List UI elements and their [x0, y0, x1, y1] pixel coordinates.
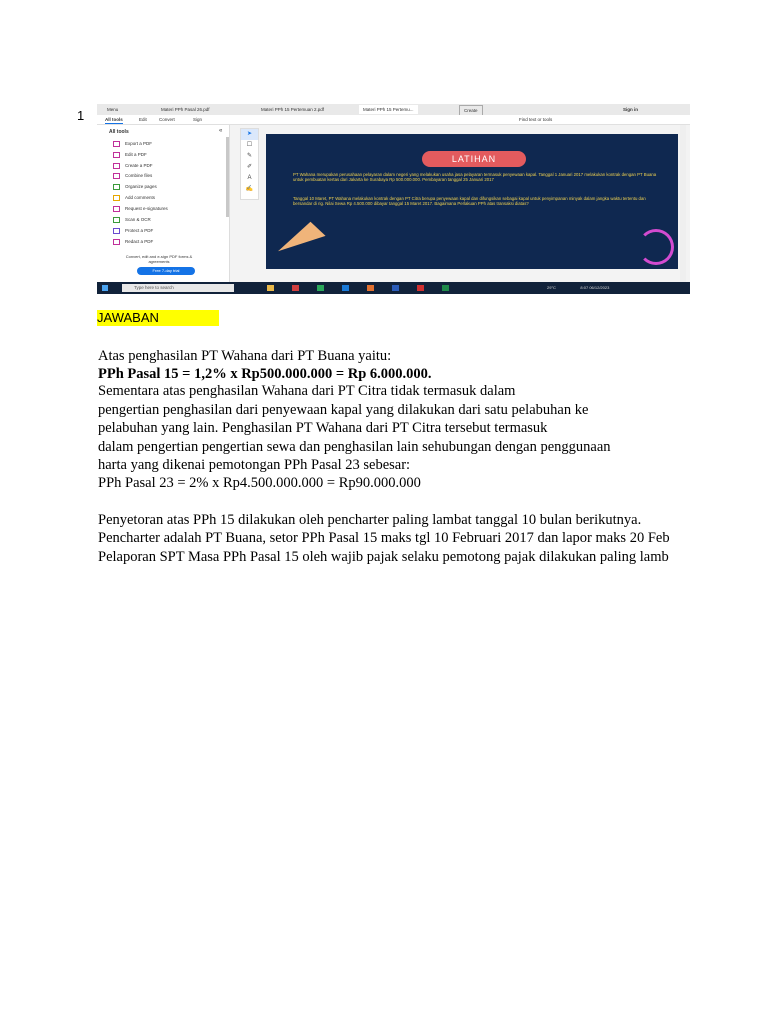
organize-icon	[113, 184, 120, 190]
quick-tools-strip	[240, 128, 259, 200]
sign-icon[interactable]: ✍	[245, 186, 254, 192]
free-trial-button[interactable]: Free 7-day trial	[137, 267, 195, 275]
tool-scan-ocr[interactable]: Scan & OCR	[113, 216, 151, 223]
tool-organize-pages[interactable]: Organize pages	[113, 183, 157, 190]
file-explorer-icon[interactable]	[267, 285, 274, 291]
text-line: Sementara atas penghasilan Wahana dari PT Citra tidak termasuk dalam	[98, 383, 516, 399]
menu-sign[interactable]: Sign	[193, 117, 203, 122]
text-line: dalam pengertian pengertian sewa dan penghasilan lain sehubungan dengan penggunaan	[98, 439, 611, 455]
tab-create[interactable]: Create	[459, 105, 483, 116]
excel-icon[interactable]	[442, 285, 449, 291]
text-line: Penyetoran atas PPh 15 dilakukan oleh pencharter paling lambat tanggal 10 bulan berikutnya.	[98, 512, 642, 528]
slide-paragraph-1: PT Wahana merupakan perusahaan pelayaran dalam negeri yang melakukan usaha jasa pelayaran termasuk penyewaan kapal. Tanggal 1 Januari 2017 melakukan kontrak dengan PT Buana untuk pembuatan kertas dari Jakarta ke Surabaya Rp 500.000.000. Pembayaran tanggal 25 Januari 2017	[293, 172, 657, 182]
comment-tool-icon[interactable]: ☐	[246, 142, 253, 148]
pph23-formula: PPh Pasal 23 = 2% x Rp4.500.000.000 = Rp90.000.000	[98, 475, 421, 491]
slide-title: LATIHAN	[422, 151, 526, 167]
cursor-icon[interactable]: ➤	[241, 129, 258, 140]
windows-taskbar	[97, 282, 690, 294]
system-tray: 29°C 8:07 06/12/2023	[547, 285, 610, 290]
tab-pdf-1[interactable]: Materi PPh Pasal 26.pdf	[161, 107, 210, 112]
text-line: pengertian penghasilan dari penyewaan kapal yang dilakukan dari satu pelabuhan ke	[98, 402, 589, 418]
promo-text: Convert, edit and e-sign PDF forms & agreements	[125, 254, 193, 264]
menu-bar	[97, 115, 690, 125]
document-scrollbar[interactable]	[680, 125, 686, 282]
text-line: Atas penghasilan PT Wahana dari PT Buana yaitu:	[98, 348, 392, 364]
sign-in-button[interactable]: Sign in	[623, 107, 638, 112]
tool-redact-pdf[interactable]: Redact a PDF	[113, 238, 153, 245]
combine-icon	[113, 173, 120, 179]
signature-icon	[113, 206, 120, 212]
taskbar-search[interactable]: Type here to search	[122, 284, 234, 292]
pen-icon[interactable]: ✎	[246, 153, 253, 159]
menu-convert[interactable]: Convert	[159, 117, 175, 122]
tools-panel-title: All tools	[109, 129, 129, 135]
windows-start-icon[interactable]	[102, 285, 108, 291]
export-icon	[113, 141, 120, 147]
redact-icon	[113, 239, 120, 245]
tool-export-pdf[interactable]: Export a PDF	[113, 140, 152, 147]
latihan-slide	[266, 134, 678, 269]
edit-icon	[113, 152, 120, 158]
text-line: pelabuhan yang lain. Penghasilan PT Wahana dari PT Citra tersebut termasuk	[98, 420, 548, 436]
app-icon[interactable]	[292, 285, 299, 291]
firefox-icon[interactable]	[367, 285, 374, 291]
tool-combine-files[interactable]: Combine files	[113, 172, 152, 179]
menu-all-tools[interactable]: All tools	[105, 117, 123, 122]
text-line: Pencharter adalah PT Buana, setor PPh Pasal 15 maks tgl 10 Februari 2017 dan lapor maks 20 Feb	[98, 530, 670, 546]
mail-icon[interactable]	[342, 285, 349, 291]
tool-create-pdf[interactable]: Create a PDF	[113, 162, 153, 169]
protect-icon	[113, 228, 120, 234]
comment-icon	[113, 195, 120, 201]
tool-protect-pdf[interactable]: Protect a PDF	[113, 227, 153, 234]
text-box-icon[interactable]: A	[247, 175, 252, 181]
browser-icon[interactable]	[317, 285, 324, 291]
acrobat-icon[interactable]	[417, 285, 424, 291]
embedded-screenshot	[97, 104, 690, 294]
page-number: 1	[77, 108, 85, 123]
text-line: harta yang dikenai pemotongan PPh Pasal 23 sebesar:	[98, 457, 411, 473]
tab-pdf-2[interactable]: Materi PPh 15 Pertemuan 2.pdf	[261, 107, 325, 112]
paper-plane-graphic	[272, 219, 325, 252]
highlight-icon[interactable]: ✐	[246, 164, 253, 170]
panel-scrollbar[interactable]	[226, 137, 229, 217]
tool-request-esign[interactable]: Request e-signatures	[113, 205, 168, 212]
tool-add-comments[interactable]: Add comments	[113, 194, 155, 201]
text-line: Pelaporan SPT Masa PPh Pasal 15 oleh wajib pajak selaku pemotong pajak dilakukan paling lamb	[98, 549, 669, 565]
ribbon-graphic	[638, 229, 674, 265]
find-text-search[interactable]: Find text or tools	[519, 117, 553, 122]
slide-paragraph-2: Tanggal 10 Maret, PT Wahana melakukan kontrak dengan PT Citra berupa penyewaan kapal dan difungsikan sebagai kapal untuk penyimpanan minyak dalam jangka waktu tertentu dan bersandar di rig. Nilai Sewa Rp 4.500.000 dibayar tanggal 15 Maret 2017. Bagaimana Perlakuan PPh atas transaksi diatas?	[293, 196, 646, 206]
pph15-formula: PPh Pasal 15 = 1,2% x Rp500.000.000 = Rp 6.000.000.	[98, 366, 432, 382]
tab-menu[interactable]: Menu	[107, 107, 119, 112]
jawaban-heading: JAWABAN	[97, 310, 219, 326]
create-icon	[113, 163, 120, 169]
close-icon[interactable]: «	[219, 128, 223, 134]
word-icon[interactable]	[392, 285, 399, 291]
tab-pdf-3[interactable]: Materi PPh 15 Pertemu...	[359, 105, 418, 114]
tool-edit-pdf[interactable]: Edit a PDF	[113, 151, 147, 158]
menu-edit[interactable]: Edit	[139, 117, 147, 122]
scan-icon	[113, 217, 120, 223]
tools-panel	[97, 125, 230, 282]
